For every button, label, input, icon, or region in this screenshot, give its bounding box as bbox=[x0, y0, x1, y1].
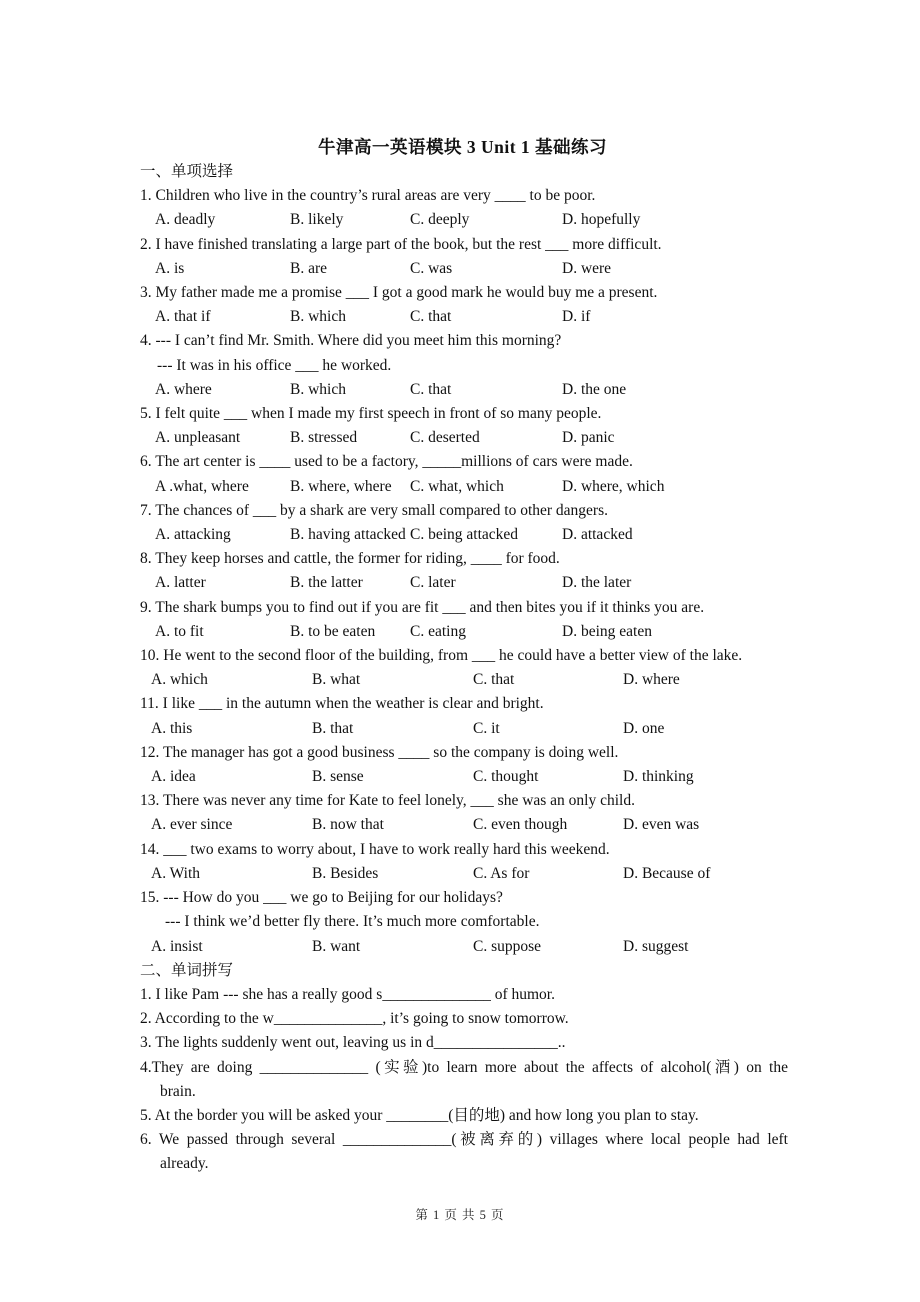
option-c: C. even though bbox=[473, 816, 568, 834]
option-a: A. latter bbox=[155, 574, 206, 592]
spelling-item-text: 3. The lights suddenly went out, leaving us in d________________.. bbox=[140, 1034, 566, 1052]
options-row bbox=[140, 620, 788, 644]
option-b: B. Besides bbox=[312, 864, 379, 882]
question-2 bbox=[140, 233, 788, 281]
spelling-item-text: 6. We passed through several ______________(被离弃的) villages where local people had left bbox=[140, 1131, 788, 1149]
option-c: C. suppose bbox=[473, 937, 542, 955]
doc-title: 牛津高一英语模块 3 Unit 1 基础练习 bbox=[317, 137, 608, 157]
options-row bbox=[140, 862, 788, 886]
option-c: C. thought bbox=[473, 768, 539, 786]
options-row bbox=[140, 717, 788, 741]
question-text: 15. --- How do you ___ we go to Beijing for our holidays? bbox=[140, 889, 503, 907]
option-b: B. likely bbox=[290, 211, 344, 229]
question-text: 4. --- I can’t find Mr. Smith. Where did you meet him this morning? bbox=[140, 332, 562, 350]
option-a: A. deadly bbox=[155, 211, 216, 229]
option-b: B. what bbox=[312, 671, 361, 689]
spelling-item-text: 4.They are doing ______________ (实验)to learn more about the affects of alcohol(酒) on the bbox=[140, 1058, 788, 1076]
question-text: 11. I like ___ in the autumn when the weather is clear and bright. bbox=[140, 695, 544, 713]
option-d: D. panic bbox=[562, 429, 615, 447]
options-row bbox=[140, 813, 788, 837]
question-10 bbox=[140, 644, 788, 692]
option-a: A. ever since bbox=[151, 816, 233, 834]
option-b: B. which bbox=[290, 380, 346, 398]
page-footer: 第 1 页 共 5 页 bbox=[415, 1208, 505, 1222]
option-c: C. it bbox=[473, 719, 500, 737]
option-b: B. having attacked bbox=[290, 526, 406, 544]
question-14 bbox=[140, 838, 788, 886]
option-d: D. suggest bbox=[623, 937, 689, 955]
option-a: A. to fit bbox=[155, 622, 204, 640]
option-d: D. thinking bbox=[623, 768, 694, 786]
options-row bbox=[140, 765, 788, 789]
option-c: C. As for bbox=[473, 864, 530, 882]
question-12 bbox=[140, 741, 788, 789]
option-d: D. the one bbox=[562, 380, 627, 398]
spelling-item-5 bbox=[140, 1104, 788, 1128]
option-d: D. attacked bbox=[562, 526, 633, 544]
question-8 bbox=[140, 547, 788, 595]
option-c: C. eating bbox=[410, 622, 466, 640]
option-d: D. Because of bbox=[623, 864, 711, 882]
option-a: A. idea bbox=[151, 768, 196, 786]
spelling-item-text: 1. I like Pam --- she has a really good s______________ of humor. bbox=[140, 985, 555, 1003]
option-a: A. where bbox=[155, 380, 212, 398]
question-3 bbox=[140, 281, 788, 329]
spelling-item-text-line2: already. bbox=[160, 1155, 209, 1173]
option-d: D. the later bbox=[562, 574, 632, 592]
option-c: C. deserted bbox=[410, 429, 480, 447]
question-7 bbox=[140, 499, 788, 547]
question-text: 7. The chances of ___ by a shark are very small compared to other dangers. bbox=[140, 501, 608, 519]
option-a: A. this bbox=[151, 719, 193, 737]
option-c: C. that bbox=[410, 308, 452, 326]
option-a: A. unpleasant bbox=[155, 429, 241, 447]
question-15 bbox=[140, 886, 788, 959]
option-b: B. now that bbox=[312, 816, 384, 834]
options-row bbox=[140, 571, 788, 595]
section2-heading: 二、单词拼写 bbox=[140, 961, 234, 979]
options-row bbox=[140, 426, 788, 450]
option-c: C. that bbox=[473, 671, 515, 689]
question-6 bbox=[140, 450, 788, 498]
question-text: 14. ___ two exams to worry about, I have to work really hard this weekend. bbox=[140, 840, 610, 858]
option-a: A .what, where bbox=[155, 477, 249, 495]
options-row bbox=[140, 935, 788, 959]
options-row bbox=[140, 523, 788, 547]
spelling-item-3 bbox=[140, 1031, 788, 1055]
option-c: C. deeply bbox=[410, 211, 470, 229]
option-a: A. that if bbox=[155, 308, 211, 326]
question-text: 9. The shark bumps you to find out if you are fit ___ and then bites you if it thinks you are. bbox=[140, 598, 705, 616]
option-a: A. insist bbox=[151, 937, 203, 955]
option-b: B. that bbox=[312, 719, 354, 737]
question-9 bbox=[140, 596, 788, 644]
option-b: B. want bbox=[312, 937, 361, 955]
question-4 bbox=[140, 329, 788, 402]
option-c: C. later bbox=[410, 574, 456, 592]
spelling-item-1 bbox=[140, 983, 788, 1007]
option-d: D. even was bbox=[623, 816, 700, 834]
spelling-item-text: 2. According to the w______________, it’s going to snow tomorrow. bbox=[140, 1010, 569, 1028]
spelling-item-6 bbox=[140, 1128, 788, 1176]
question-text: 8. They keep horses and cattle, the former for riding, ____ for food. bbox=[140, 550, 560, 568]
option-b: B. where, where bbox=[290, 477, 392, 495]
spelling-item-text-line2: brain. bbox=[160, 1082, 196, 1100]
option-c: C. that bbox=[410, 380, 452, 398]
question-text: 5. I felt quite ___ when I made my first speech in front of so many people. bbox=[140, 405, 602, 423]
question-1 bbox=[140, 184, 788, 232]
option-c: C. being attacked bbox=[410, 526, 519, 544]
option-a: A. which bbox=[151, 671, 208, 689]
option-d: D. where bbox=[623, 671, 680, 689]
options-row bbox=[140, 257, 788, 281]
options-row bbox=[140, 208, 788, 232]
option-b: B. sense bbox=[312, 768, 364, 786]
options-row bbox=[140, 668, 788, 692]
question-text: 6. The art center is ____ used to be a factory, _____millions of cars were made. bbox=[140, 453, 633, 471]
option-b: B. to be eaten bbox=[290, 622, 376, 640]
option-d: D. one bbox=[623, 719, 665, 737]
option-d: D. where, which bbox=[562, 477, 665, 495]
question-text: 3. My father made me a promise ___ I got a good mark he would buy me a present. bbox=[140, 284, 658, 302]
question-text: 1. Children who live in the country’s rural areas are very ____ to be poor. bbox=[140, 187, 596, 205]
option-d: D. being eaten bbox=[562, 622, 652, 640]
question-text: 13. There was never any time for Kate to feel lonely, ___ she was an only child. bbox=[140, 792, 635, 810]
question-11 bbox=[140, 692, 788, 740]
spelling-item-text: 5. At the border you will be asked your ________(目的地) and how long you plan to stay. bbox=[140, 1106, 699, 1124]
option-b: B. the latter bbox=[290, 574, 363, 592]
spelling-item-2 bbox=[140, 1007, 788, 1031]
option-c: C. was bbox=[410, 259, 453, 277]
option-d: D. if bbox=[562, 308, 591, 326]
options-row bbox=[140, 378, 788, 402]
question-5 bbox=[140, 402, 788, 450]
question-text: 10. He went to the second floor of the building, from ___ he could have a better view of the lake. bbox=[140, 647, 743, 665]
option-a: A. With bbox=[151, 864, 201, 882]
question-text: 12. The manager has got a good business ____ so the company is doing well. bbox=[140, 743, 619, 761]
option-c: C. what, which bbox=[410, 477, 504, 495]
question-text-line2: --- It was in his office ___ he worked. bbox=[157, 356, 392, 374]
option-b: B. which bbox=[290, 308, 346, 326]
question-text-line2: --- I think we’d better fly there. It’s much more comfortable. bbox=[165, 913, 540, 931]
question-text: 2. I have finished translating a large part of the book, but the rest ___ more difficult. bbox=[140, 235, 662, 253]
option-a: A. is bbox=[155, 259, 185, 277]
section1-heading: 一、单项选择 bbox=[140, 163, 234, 180]
option-a: A. attacking bbox=[155, 526, 231, 544]
option-b: B. stressed bbox=[290, 429, 358, 447]
option-b: B. are bbox=[290, 259, 328, 277]
option-d: D. were bbox=[562, 259, 612, 277]
options-row bbox=[140, 475, 788, 499]
document-body bbox=[140, 160, 788, 1177]
spelling-item-4 bbox=[140, 1056, 788, 1104]
options-row bbox=[140, 305, 788, 329]
option-d: D. hopefully bbox=[562, 211, 641, 229]
question-13 bbox=[140, 789, 788, 837]
